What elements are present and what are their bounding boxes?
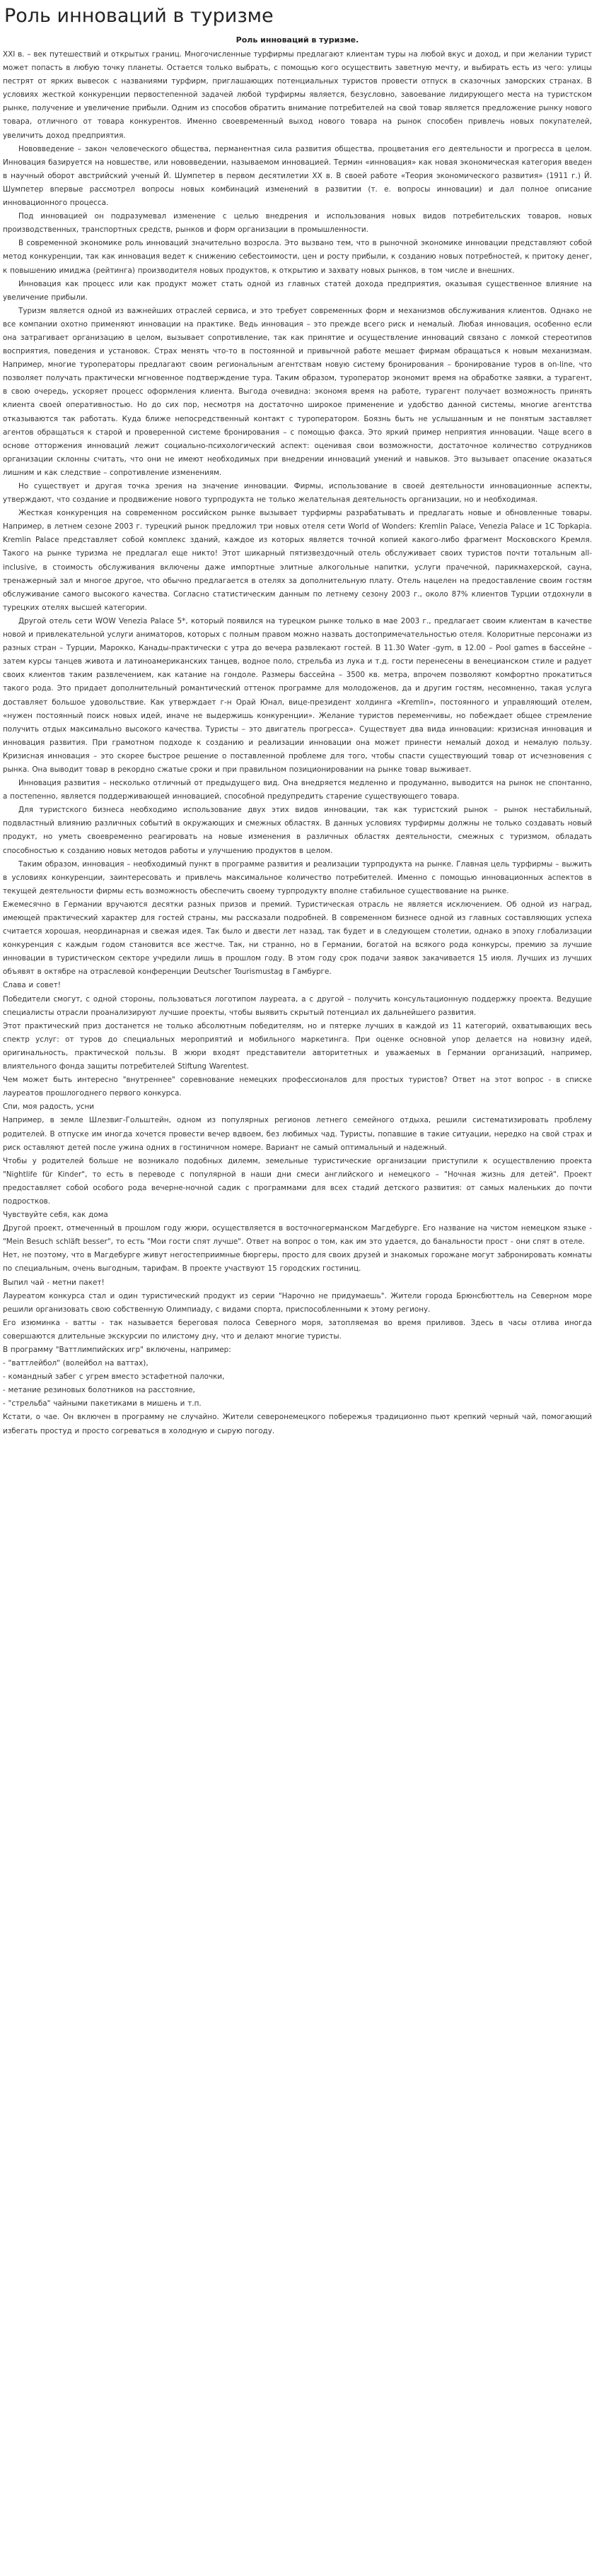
paragraph: - командный забег с угрем вместо эстафетной палочки, xyxy=(3,1372,225,1382)
paragraph: Этот практический приз достанется не только абсолютным победителям, но и пятерке лучших в каждой из 11 категорий, охватывающих весь спектр услуг: от туров до специальных мероприятий и мобильного маркетинга. При оценке основной упор делается на новизну идей, оригинальность, практической пользы. В жюри входят представители авторитетных и уважаемых в Германии организаций, например, влиятельного фонда защиты потребителей Stiftung Warentest. xyxy=(3,1021,592,1071)
paragraph: Другой отель сети WOW Venezia Palace 5*, который появился на турецком рынке только в мае 2003 г., предлагает своим клиентам в качестве новой и привлекательной услуги аниматоров, которых с полным правом можно назвать достопримечательностью отеля. Колоритные персонажи из разных стран – Турции, Марокко, Канады-практически с утра до вечера развлекают гостей. В 11.30 Water -gym, в 12.00 – Pool games в бассейне – затем курсы танцев живота и латиноамериканских танцев, водное поло, стрельба из лука и т.д. гости перенесены в венецианском стиле и радует своих клиентов таким развлечением, как катание на гондоле. Размеры бассейна – 3500 кв. метра, впрочем позволяют комфортно прокатиться такого рода. Это придает дополнительный романтический оттенок программе для молодоженов, да и другим гостям, несомненно, такая услуга доставляет большое удовольствие. Как утверждает г-н Орай Юнал, вице-президент холдинга «Kremlin», постоянного и управляющий отелем, «нужен постоянный поиск новых идей, иначе не выдержишь конкуренции». Желание туристов переменчивы, но побеждает общее стремление получить отдых максимально высокого качества. Туристы – это двигатель прогресса». Существует два вида инновации: кризисная инновация и инновация развития. При грамотном подходе к созданию и реализации инновации она может принести немалый доход и немалую пользу. Кризисная инновация – это скорее быстрое решение о поставленной проблеме для того, чтобы спасти существующий товар от исчезновения с рынка. Она выводит товар в рекордно сжатые сроки и при правильном позиционировании на рынке товар выживает. xyxy=(3,616,592,774)
paragraph: - "ваттлейбол" (волейбол на ваттах), xyxy=(3,1359,149,1368)
paragraph: Чтобы у родителей больше не возникало подобных дилемм, земельные туристические организации приступили к осуществлению проекта "Nightlife für Kinder", то есть в переводе с популярной в наши дни смеси английского и немецкого – "Ночная жизнь для детей". Проект предоставляет собой особого рода вечерне-ночной садик с программами для всех стадий детского развития: от самых маленьких до почти подростков. xyxy=(3,1156,592,1206)
paragraph: Ежемесячно в Германии вручаются десятки разных призов и премий. Туристическая отрасль не является исключением. Об одной из наград, имеющей практический характер для гостей страны, мы рассказали подробней. В современном бизнесе одной из главных составляющих успеха считается хорошая, неординарная и свежая идея. Так было и двести лет назад, так будет и в следующем столетии, однако в эпоху глобализации конкуренция с каждым годом становится все жестче. Так, ни странно, но в Германии, богатой на всякого рода конкурсы, премию за лучшие инновации в туристическом секторе учредили лишь в прошлом году. В этом году срок подачи заявок закачивается 15 июля. Лучших из лучших объявят в октябре на отраслевой конференции Deutscher Tourismustag в Гамбурге. xyxy=(3,900,592,977)
paragraph: Чем может быть интересно "внутреннее" соревнование немецких профессионалов для простых туристов? Ответ на этот вопрос - в списке лауреатов прошлогоднего первого конкурса. xyxy=(3,1076,592,1098)
paragraph: В современной экономике роль инноваций значительно возросла. Это вызвано тем, что в рыночной экономике инновации представляют собой метод конкуренции, так как инновация ведет к снижению себестоимости, цен и росту прибыли, к созданию новых потребностей, к притоку денег, к повышению имиджа (рейтинга) производителя новых продуктов, к открытию и захвату новых рынков, в том числе и внешних. xyxy=(3,239,592,275)
paragraph: XXI в. – век путешествий и открытых границ. Многочисленные турфирмы предлагают клиентам туры на любой вкус и доход, и при желании турист может попасть в любую точку планеты. Остается только выбрать, с помощью кого осуществить заветную мечту, и выбирать есть из чего: улицы пестрят от ярких вывесок с названиями турфирм, приглашающих потенциальных туристов провести отпуск в сказочных заморских странах. В условиях жесткой конкуренции первостепенной задачей любой турфирмы является, безусловно, завоевание лидирующего места на туристском рынке, получение и увеличение прибыли. Одним из способов обратить внимание потребителей на свой товар является предложение рынку нового товара, отличного от товара конкурентов. Именно своевременный выход нового товара на рынок способен привлечь новых покупателей, увеличить доход предприятия. xyxy=(3,50,592,140)
paragraph: Выпил чай - метни пакет! xyxy=(3,1278,105,1287)
paragraph: - метание резиновых болотников на расстояние, xyxy=(3,1386,195,1395)
page-title: Роль инноваций в туризме xyxy=(4,5,274,27)
paragraph: Жесткая конкуренция на современном российском рынке вызывает турфирмы разрабатывать и предлагать новые и обновленные товары. Например, в летнем сезоне 2003 г. турецкий рынок предложил три новых отеля сети World of Wonders: Kremlin Palace, Venezia Palace и 1С Topkapia. Kremlin Palace представляет собой комплекс зданий, каждое из которых является точной копией какого-либо фрагмент Московского Кремля. Такого на рынке туризма не предлагал еще никто! Этот шикарный пятизвездочный отель обслуживает своих туристов почти тотальным all-inclusive, в стоимость обслуживания включены даже импортные элитные алкогольные напитки, услуги прачечной, парикмахерской, сауна, тренажерный зал и многое другое, что обычно предлагается в отелях за дополнительную плату. Отель нацелен на предоставление своим гостям обслуживание самого высокого качества. Согласно статистическим данным по летнему сезону 2003 г., около 87% клиентов Турции отдохнули в турецких отелях высшей категории. xyxy=(3,509,592,612)
document-heading: Роль инноваций в туризме. xyxy=(235,35,359,45)
paragraph: Другой проект, отмеченный в прошлом году жюри, осуществляется в восточногерманском Магдебурге. Его название на чистом немецком языке - "Mein Besuch schläft besser", то есть "Мои гости спят лучше". Ответ на вопрос о том, как им это удается, до банальности прост - они спят в отеле. xyxy=(3,1224,592,1247)
paragraph: Его изюминка - ватты - так называется береговая полоса Северного моря, затопляемая во время приливов. Здесь в часы отлива иногда совершаются длительные экскурсии по илистому дну, что и делают многие туристы. xyxy=(3,1318,592,1341)
paragraph: - "стрельба" чайными пакетиками в мишень и т.п. xyxy=(3,1399,202,1408)
paragraph: Нововведение – закон человеческого общества, перманентная сила развития общества, процветания его деятельности и прогресса в целом. Инновация базируется на новшестве, или нововведении, называемом инновацией. Термин «инновация» как новая экономическая категория введен в научный оборот австрийский ученый Й. Шумпетер в первом десятилетии XX в. В своей работе «Теория экономического развития» (1911 г.) Й. Шумпетер впервые рассмотрел вопросы новых комбинаций изменений в развитии (т. е. вопросы инновации) и дал полное описание инновационного процесса. xyxy=(3,144,592,208)
paragraph: Инновация развития – несколько отличный от предыдущего вид. Она внедряется медленно и продуманно, выводится на рынок не спонтанно, а постепенно, является поддерживающей инновацией, способной предупредить старение существующего товара. xyxy=(3,779,592,801)
paragraph: Под инновацией он подразумевал изменение с целью внедрения и использования новых видов потребительских товаров, новых производственных, транспортных средств, рынков и форм организации в промышленности. xyxy=(3,212,592,235)
paragraph: Чувствуйте себя, как дома xyxy=(3,1211,108,1220)
paragraph: Кстати, о чае. Он включен в программу не случайно. Жители северонемецкого побережья традиционно пьют крепкий черный чай, помогающий избегать простуд и просто согреваться в холодную и сырую погоду. xyxy=(3,1413,592,1435)
paragraph: Туризм является одной из важнейших отраслей сервиса, и это требует современных форм и механизмов обслуживания клиентов. Однако не все компании охотно применяют инновации на практике. Ведь инновация – это прежде всего риск и немалый. Любая инновация, особенно если она затрагивает организацию в целом, вызывает сопротивление, так как принятие и осуществление инноваций связано с ломкой стереотипов восприятия, поведения и установок. Страх менять что-то в постоянной и привычной работе мешает фирмам обращаться к новым механизмам. Например, многие туроператоры предлагают своим региональным агентствам новую систему бронирования – бронирование туров в on-line, что позволяет получать практически мгновенное подтверждение тура. Таким образом, туроператор экономит время на обработке заявки, а турагент, в свою очередь, ускоряет процесс оформления клиента. Выгода очевидна: экономя время на работе, турагент получает возможность принять клиента своей оперативностью. Но до сих пор, несмотря на достаточно широкое применение и удобство данной системы, многие агентства отказываются так работать. Куда ближе непосредственный контакт с туроператором. Боязнь быть не услышанным и не понятым заставляет агентов обращаться к старой и проверенной системе бронирования – с помощью факса. Это яркий пример неприятия инновации. Чаще всего в основе отторжения инноваций лежит социально-психологический аспект: оценивая свои возможности, достаточное количество сотрудников организации склонны считать, что они не имеют необходимых при внедрении инноваций умений и навыков. Это вызывает опасение оказаться лишним и как следствие – сопротивление изменениям. xyxy=(3,306,592,477)
paragraph: Слава и совет! xyxy=(3,981,61,990)
paragraph: Таким образом, инновация – необходимый пункт в программе развития и реализации турпродукта на рынке. Главная цель турфирмы – выжить в условиях конкуренции, заинтересовать и привлечь максимальное количество потребителей. Именно с помощью инновационных аспектов в текущей деятельности фирмы есть возможность обеспечить своему турпродукту вполне стабильное существование на рынке. xyxy=(3,859,592,895)
paragraph: Лауреатом конкурса стал и один туристический продукт из серии "Нарочно не придумаешь". Жители города Брюнсбюттель на Северном море решили организовать свою собственную Олимпиаду, с видами спорта, приспособленными к этому региону. xyxy=(3,1291,592,1314)
paragraph: Для туристского бизнеса необходимо использование двух этих видов инновации, так как туристский рынок – рынок нестабильный, подвластный влиянию различных событий в окружающих и смежных областях. В данных условиях турфирмы должны не только создавать новый продукт, но уметь своевременно реагировать на новые изменения в различных областях деятельности, смежных с туризмом, обладать способностью к созданию новых методов работы и улучшению продуктов в целом. xyxy=(3,806,592,855)
paragraph: Победители смогут, с одной стороны, пользоваться логотипом лауреата, а с другой – получить консультационную поддержку проекта. Ведущие специалисты отрасли проанализируют лучшие проекты, чтобы выявить скрытый потенциал их дальнейшего развития. xyxy=(3,994,592,1017)
paragraph: Но существует и другая точка зрения на значение инновации. Фирмы, использование в своей деятельности инновационные аспекты, утверждают, что создание и продвижение нового турпродукта не только желательная деятельность организации, но и необходимая. xyxy=(3,482,592,505)
paragraph: В программу "Ваттлимпийских игр" включены, например: xyxy=(3,1346,231,1354)
paragraph: Нет, не поэтому, что в Магдебурге живут негостеприимные бюргеры, просто для своих друзей и знакомых горожане могут забронировать комнаты по специальным, очень выгодным, тарифам. В проекте участвуют 15 городских гостиниц. xyxy=(3,1251,592,1274)
paragraph: Инновация как процесс или как продукт может стать одной из главных статей дохода предприятия, оказывая существенное влияние на увеличение прибыли. xyxy=(3,279,592,302)
paragraph: Например, в земле Шлезвиг-Гольштейн, одном из популярных регионов летнего семейного отдыха, решили систематизировать проблему родителей. В отпуске им иногда хочется провести вечер вдвоем, без любимых чад. Туристы, попавшие в такие ситуации, нередко на свой страх и риск оставляют детей после ужина одних в гостиничном номере. Вариант не самый оптимальный и надежный. xyxy=(3,1116,592,1152)
paragraph: Спи, моя радость, усни xyxy=(3,1102,95,1112)
article-body xyxy=(3,48,592,1438)
